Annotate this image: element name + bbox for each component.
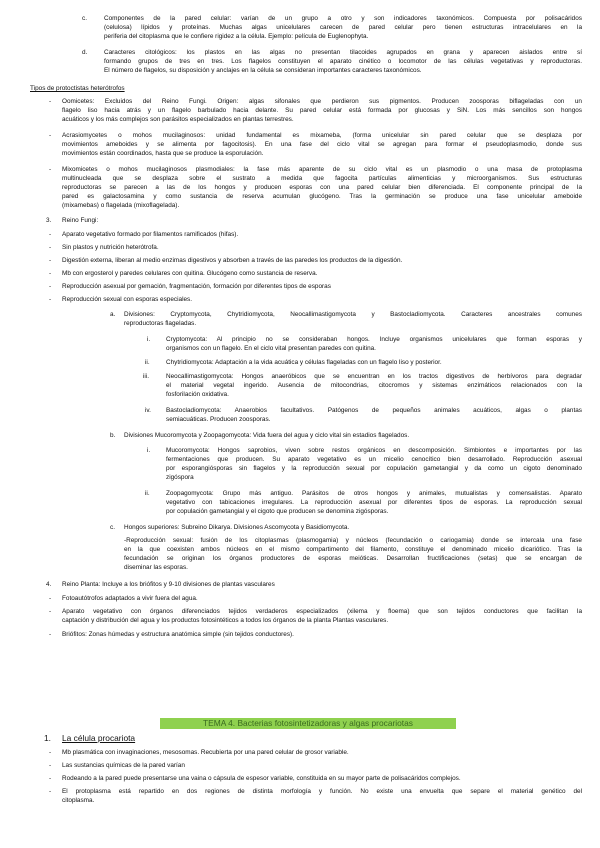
text-line: Mucoromycota: Hongos saprobios, viven sobre restos orgánicos en descomposición. Simbiontes e importantes por las — [166, 447, 582, 454]
text-line: Divisiones Mucoromycota y Zoopagomycota: Vida fuera del agua y ciclo vital sin estadios flagelados. — [124, 432, 410, 439]
text-line: Aparato vegetativo formado por filamentos ramificados (hifas). — [62, 231, 239, 238]
text-line: Aparato vegetativo con órganos diferenciados tejidos verdaderos especializados (xilema y floema) que son tejidos conductores que facilitan la — [62, 608, 582, 615]
text-line: vegetativo con tabicaciones irregulares. La reproducción asexual por diferentes tipos de esporas. La reproducción sexual — [166, 499, 582, 506]
text-line: el material vegetal ingerido. Ausencia de mitocondrias, citocromos y sistemas enzimáticos relacionados con la — [166, 382, 582, 389]
bullet-dash: - — [49, 132, 52, 139]
list-marker-ii: ii. — [145, 359, 150, 366]
text-line: reproductoras se parecen a las de los hongos y producen esporas con una pared celular bien diferenciada. El componente principal de la — [62, 184, 582, 191]
list-marker-3: 3. — [46, 217, 52, 224]
text-line: fermentaciones que producen. Su aparato vegetativo es un micelio cenocítico bien desarrollado. Reproducción asexual — [166, 456, 582, 463]
text-line: fosforilación oxidativa. — [166, 391, 229, 398]
text-line: diseminar las esporas. — [124, 564, 188, 571]
text-line: El protoplasma está repartido en dos regiones de distinta morfología y función. No existe una envuelta que separe el material genético del — [62, 788, 582, 795]
text-line: acuáticos y los más complejos son parásitos especializados en plantas terrestres. — [62, 116, 294, 123]
bullet-dash: - — [49, 283, 52, 290]
text-line: Sin plastos y nutrición heterótrofa. — [62, 244, 159, 251]
text-line: Reproducción asexual por gemación, fragmentación, formación por diferentes tipos de esporas — [62, 283, 331, 290]
bullet-dash: - — [49, 257, 52, 264]
list-marker-c: c. — [110, 524, 115, 531]
bullet-dash: - — [49, 608, 52, 615]
text-line: por esporangiósporas sin flagelos y la reproducción sexual por copulación gametangial y da como un cigoto denominado — [166, 465, 582, 472]
text-line: zigóspora — [166, 474, 194, 481]
text-line: citoplasma. — [62, 797, 95, 804]
list-marker-d: d. — [82, 49, 88, 56]
bullet-dash: - — [49, 762, 52, 769]
section-title: La célula procariota — [62, 733, 136, 743]
text-line: multinucleada que se desplaza sobre el sustrato a medida que fagocita partículas alimenticias y microorganismos. Sus estructuras — [62, 175, 582, 182]
text-line: Digestión externa, liberan al medio enzimas digestivos y absorben a través de las paredes los productos de la digestión. — [62, 257, 403, 264]
text-line: movimientos ameboides y se alimenta por fagocitosis). En una fase del ciclo vital se agregan para formar el pseudoplasmodio, donde sus — [62, 141, 582, 148]
text-line: por copulación gametangial y el cigoto que producen se denomina zigósporas. — [166, 508, 389, 515]
text-line: El número de flagelos, su disposición y anclajes en la célula se consideran importantes caracteres taxonómicos. — [104, 67, 422, 74]
list-marker-b: b. — [110, 432, 116, 439]
text-line: Componentes de la pared celular: varían de un grupo a otro y son indicadores taxonómicos. Compuesta por polisacáridos — [104, 15, 582, 22]
text-line: Fotoautótrofos adaptados a vivir fuera del agua. — [62, 595, 198, 602]
text-line: fecundación se originan los órganos productores de esporas meióticas. Desarrollan fructificaciones (setas) que se encargan de — [124, 555, 582, 562]
text-line: Mixomicetes o mohos mucilaginosos plasmodiales: la fase más aparente de su ciclo vital es un plasmodio o una masa de protoplasma — [62, 166, 582, 173]
text-line: Las sustancias químicas de la pared varían — [62, 762, 185, 769]
text-line: (celulosa) lípidos y proteínas. Muchas algas unicelulares carecen de pared celular pero tienen estructuras intracelulares en la — [104, 24, 582, 31]
text-line: flagelo liso hacia atrás y un flagelo barbulado hacia delante. Su pared celular está formada por glucosas y SiN. Los más sencillos son hongos — [62, 107, 582, 114]
plantae-title: Reino Planta: Incluye a los briófitos y 9-10 divisiones de plantas vasculares — [62, 581, 275, 588]
text-line: Caracteres citológicos: los plastos en las algas no presentan tilacoides agrupados en grana y aparecen aislados entre sí — [104, 49, 582, 56]
bullet-dash: - — [49, 631, 52, 638]
text-line: Briófitos: Zonas húmedas y estructura anatómica simple (sin tejidos conductores). — [62, 631, 294, 638]
text-line: Reproducción sexual con esporas especiales. — [62, 296, 193, 303]
text-line: formando grupos de tres en tres. Los flagelos constituyen el aparato cinético o locomotor de las células vegetativas y reproductoras. — [104, 58, 582, 65]
list-marker-c: c. — [82, 15, 87, 22]
list-marker-4: 4. — [46, 581, 52, 588]
text-line: Rodeando a la pared puede presentarse una vaina o cápsula de espesor variable, constituida en su mayor parte de polisacáridos complejos. — [62, 775, 461, 782]
text-line: Mb con ergosterol y paredes celulares con quitina. Glucógeno como sustancia de reserva. — [62, 270, 318, 277]
text-line: Bastocladiomycota: Anaerobios facultativos. Patógenos de pequeños animales acuáticos, algas o plantas — [166, 407, 582, 414]
list-marker-i: i. — [147, 336, 151, 343]
text-line: Cryptomycota: Al principio no se consideraban hongos. Incluye organismos unicelulares que forman esporas y — [166, 336, 582, 343]
text-line: Hongos superiores: Subreino Dikarya. Divisiones Ascomycota y Basidiomycota. — [124, 524, 350, 531]
list-marker-a: a. — [110, 311, 116, 318]
list-marker-iv: iv. — [145, 407, 151, 414]
list-marker-ii: ii. — [145, 490, 150, 497]
text-line: reproductoras flageladas. — [124, 320, 197, 327]
bullet-dash: - — [49, 749, 52, 756]
bullet-dash: - — [49, 98, 52, 105]
bullet-dash: - — [49, 244, 52, 251]
text-line: Divisiones: Cryptomycota, Chytridiomycota, Neocallimastigomycota y Bastocladiomycota. Caracteres ancestrales comunes — [124, 311, 582, 318]
list-marker-i: i. — [147, 447, 151, 454]
text-line: Chytridiomycota: Adaptación a la vida acuática y células flageladas con un flagelo liso y posterior. — [166, 359, 442, 366]
text-line: Acrasiomycetes o mohos mucilaginosos: unidad fundamental es mixameba, (forma unicelular sin pared celular que se desplaza por — [62, 132, 582, 139]
bullet-dash: - — [49, 166, 52, 173]
bullet-dash: - — [49, 296, 52, 303]
text-line: Mb plasmática con invaginaciones, mesosomas. Recubierta por una pared celular de grosor variable. — [62, 749, 349, 756]
text-line: Neocallimastigomycota: Hongos anaeróbicos que se encuentran en los tractos digestivos de herbívoros para degradar — [166, 373, 582, 380]
text-line: en la que coexisten ambos núcleos en el mismo compartimento del filamento, constituye el denominado micelio dicariótico. Tras la — [124, 546, 582, 553]
bullet-dash: - — [49, 595, 52, 602]
list-marker-1: 1. — [44, 733, 51, 743]
list-marker-iii: iii. — [143, 373, 150, 380]
bullet-dash: - — [49, 775, 52, 782]
bullet-dash: - — [49, 788, 52, 795]
section-heading: Tipos de protoctistas heterótrofos — [30, 85, 125, 92]
fungi-title: Reino Fungi: — [62, 217, 99, 224]
text-line: periferia del citoplasma que le confiere rigidez a la célula. Ejemplo: película de Euglenophyta. — [104, 33, 369, 40]
text-line: Zoopagomycota: Grupo más antiguo. Parásitos de otros hongos y animales, mutualistas y comensalistas. Aparato — [166, 490, 582, 497]
text-line: semiacuáticas. Producen zoosporas. — [166, 416, 271, 423]
text-line: -Reproducción sexual: fusión de los citoplasmas (plasmogamia) y núcleos (fecundación o cariogamia) donde se intercala una fase — [124, 537, 582, 544]
text-line: pared es galactosamina y como sustancia de reserva acumulan glucógeno. Tras la germinación se produce una fase unicelular ameboide — [62, 193, 582, 200]
bullet-dash: - — [49, 231, 52, 238]
text-line: organismos con un flagelo. En el ciclo vital presentan paredes con quitina. — [166, 345, 376, 352]
bullet-dash: - — [49, 270, 52, 277]
text-line: movimientos están coordinados, hasta que se produce la esporulación. — [62, 150, 264, 157]
text-line: (mixamebas) o flagelada (mixoflagelada). — [62, 202, 180, 209]
tema-banner: TEMA 4. Bacterias fotosintetizadoras y algas procariotas — [160, 718, 456, 729]
text-line: Oomicetes: Excluidos del Reino Fungi. Origen: algas sifonales que perdieron sus pigmentos. Producen zoosporas biflageladas con un — [62, 98, 582, 105]
text-line: captación y distribución del agua y los productos fotosintéticos a todos los órganos de la planta Plantas vasculares. — [62, 617, 389, 624]
